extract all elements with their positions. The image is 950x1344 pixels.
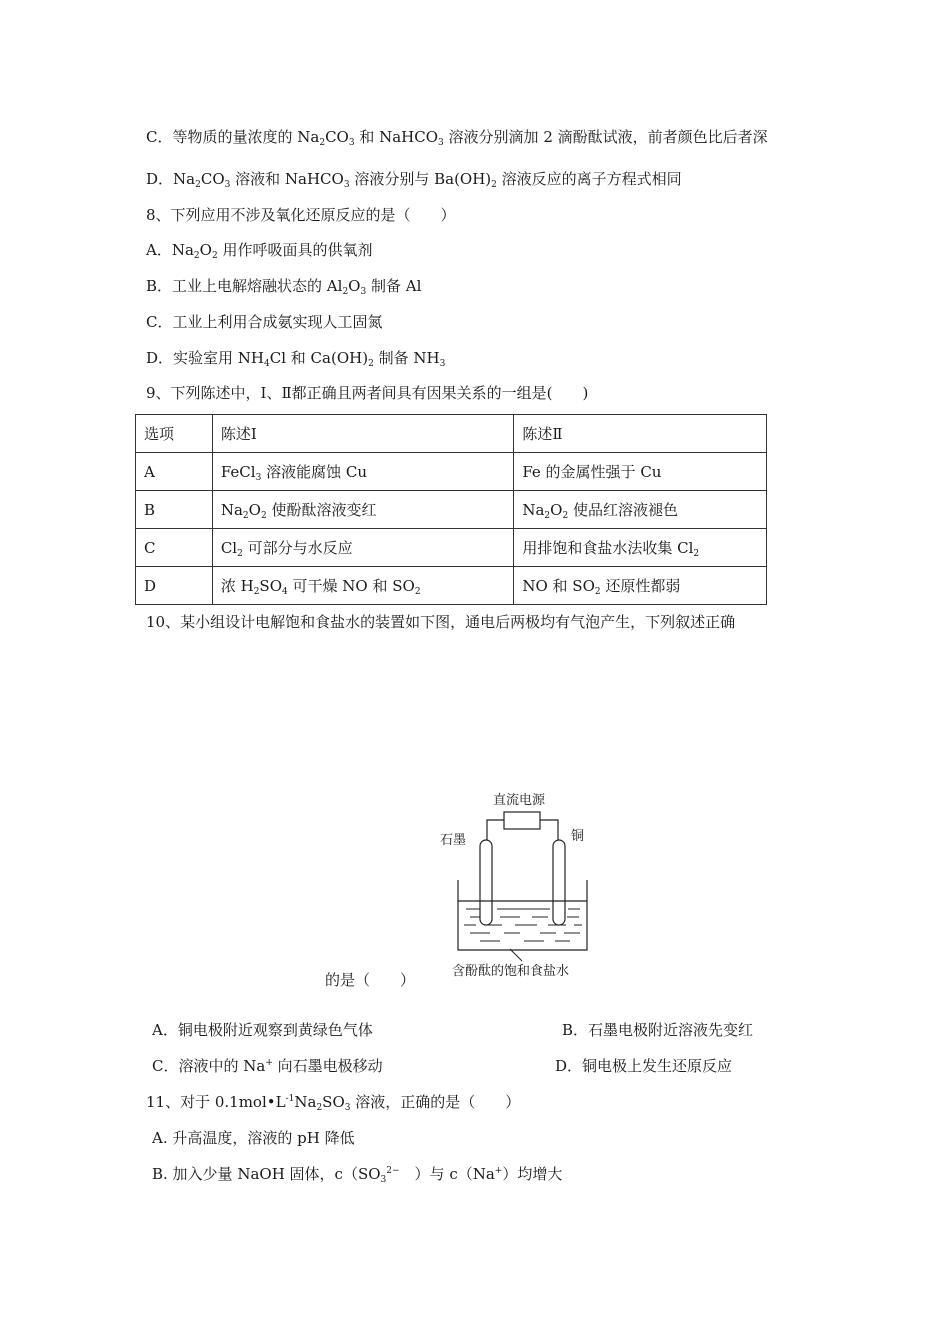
q11-stem: 11、对于 $0.1mol•L^{-1}Na_2SO_3$ 溶液，正确的是（ ） xyxy=(146,1093,521,1113)
row-statement-1: 浓 $H_2SO_4$ 可干燥 NO 和 $SO_2$ xyxy=(212,567,514,605)
q11-option-b: B. 加入少量 NaOH 固体，$c(SO_3^{2-}$ ）与 c（Na+）均增大 xyxy=(152,1165,563,1185)
table-row xyxy=(136,567,767,605)
table-row xyxy=(136,529,767,567)
q9-table xyxy=(135,414,767,605)
q8-option-b: B．工业上电解熔融状态的 $Al_2O_3$ 制备 Al xyxy=(146,277,422,297)
row-statement-1: $Na_2O_2$ 使酚酞溶液变红 xyxy=(212,491,514,529)
header-statement-1: 陈述Ⅰ xyxy=(212,415,514,453)
header-option: 选项 xyxy=(136,415,213,453)
row-option: C xyxy=(136,529,213,567)
electrolysis-apparatus-figure xyxy=(440,785,600,980)
q10-option-a: A．铜电极附近观察到黄绿色气体 xyxy=(152,1021,373,1039)
table-row xyxy=(136,453,767,491)
row-statement-2: NO 和 $SO_2$ 还原性都弱 xyxy=(514,567,767,605)
q7-option-c: C．等物质的量浓度的 $Na_2CO_3$ 和 NaHCO$_3$ 溶液分别滴加 2 滴酚酞试液，前者颜色比后者深 xyxy=(146,128,768,148)
row-statement-1: FeCl$_3$ 溶液能腐蚀 Cu xyxy=(212,453,514,491)
q8-option-a: A．$Na_2O_2$ 用作呼吸面具的供氧剂 xyxy=(146,241,373,261)
copper-electrode xyxy=(553,840,565,925)
table-header-row xyxy=(136,415,767,453)
q10-option-b: B．石墨电极附近溶液先变红 xyxy=(562,1021,754,1039)
row-option: A xyxy=(136,453,213,491)
beaker xyxy=(458,880,587,950)
header-statement-2: 陈述Ⅱ xyxy=(514,415,767,453)
q11-option-a: A. 升高温度，溶液的 pH 降低 xyxy=(152,1129,355,1147)
table-row xyxy=(136,491,767,529)
q10-option-c: C．溶液中的 Na+ 向石墨电极移动 xyxy=(152,1057,383,1075)
q8-stem: 8、下列应用不涉及氧化还原反应的是（ ） xyxy=(146,206,456,224)
row-option: B xyxy=(136,491,213,529)
power-supply-box xyxy=(504,812,540,829)
row-option: D xyxy=(136,567,213,605)
q10-stem-end: 的是（ ） xyxy=(325,971,416,989)
copper-label: 铜 xyxy=(571,829,585,844)
row-statement-2: Fe 的金属性强于 Cu xyxy=(514,453,767,491)
q8-option-d: D．实验室用 $NH_4Cl$ 和 $Ca(OH)_2$ 制备 $NH_3$ xyxy=(146,349,446,369)
graphite-label: 石墨 xyxy=(440,833,467,848)
q10-option-d: D．铜电极上发生还原反应 xyxy=(555,1057,733,1075)
row-statement-2: 用排饱和食盐水法收集 $Cl_2$ xyxy=(514,529,767,567)
q7-option-d: D．$Na_2CO_3$ 溶液和 NaHCO$_3$ 溶液分别与 $Ba(OH)_2$ 溶液反应的离子方程式相同 xyxy=(146,170,682,190)
solution-label: 含酚酞的饱和食盐水 xyxy=(452,964,570,979)
q9-stem: 9、下列陈述中，Ⅰ、Ⅱ都正确且两者间具有因果关系的一组是( ) xyxy=(146,384,589,402)
q10-stem: 10、某小组设计电解饱和食盐水的装置如下图，通电后两极均有气泡产生，下列叙述正确 xyxy=(146,613,736,631)
q8-option-c: C．工业上利用合成氨实现人工固氮 xyxy=(146,313,383,331)
power-supply-label: 直流电源 xyxy=(493,793,546,808)
row-statement-1: $Cl_2$ 可部分与水反应 xyxy=(212,529,514,567)
graphite-electrode xyxy=(480,840,492,925)
row-statement-2: $Na_2O_2$ 使品红溶液褪色 xyxy=(514,491,767,529)
electrolysis-diagram xyxy=(440,785,600,980)
